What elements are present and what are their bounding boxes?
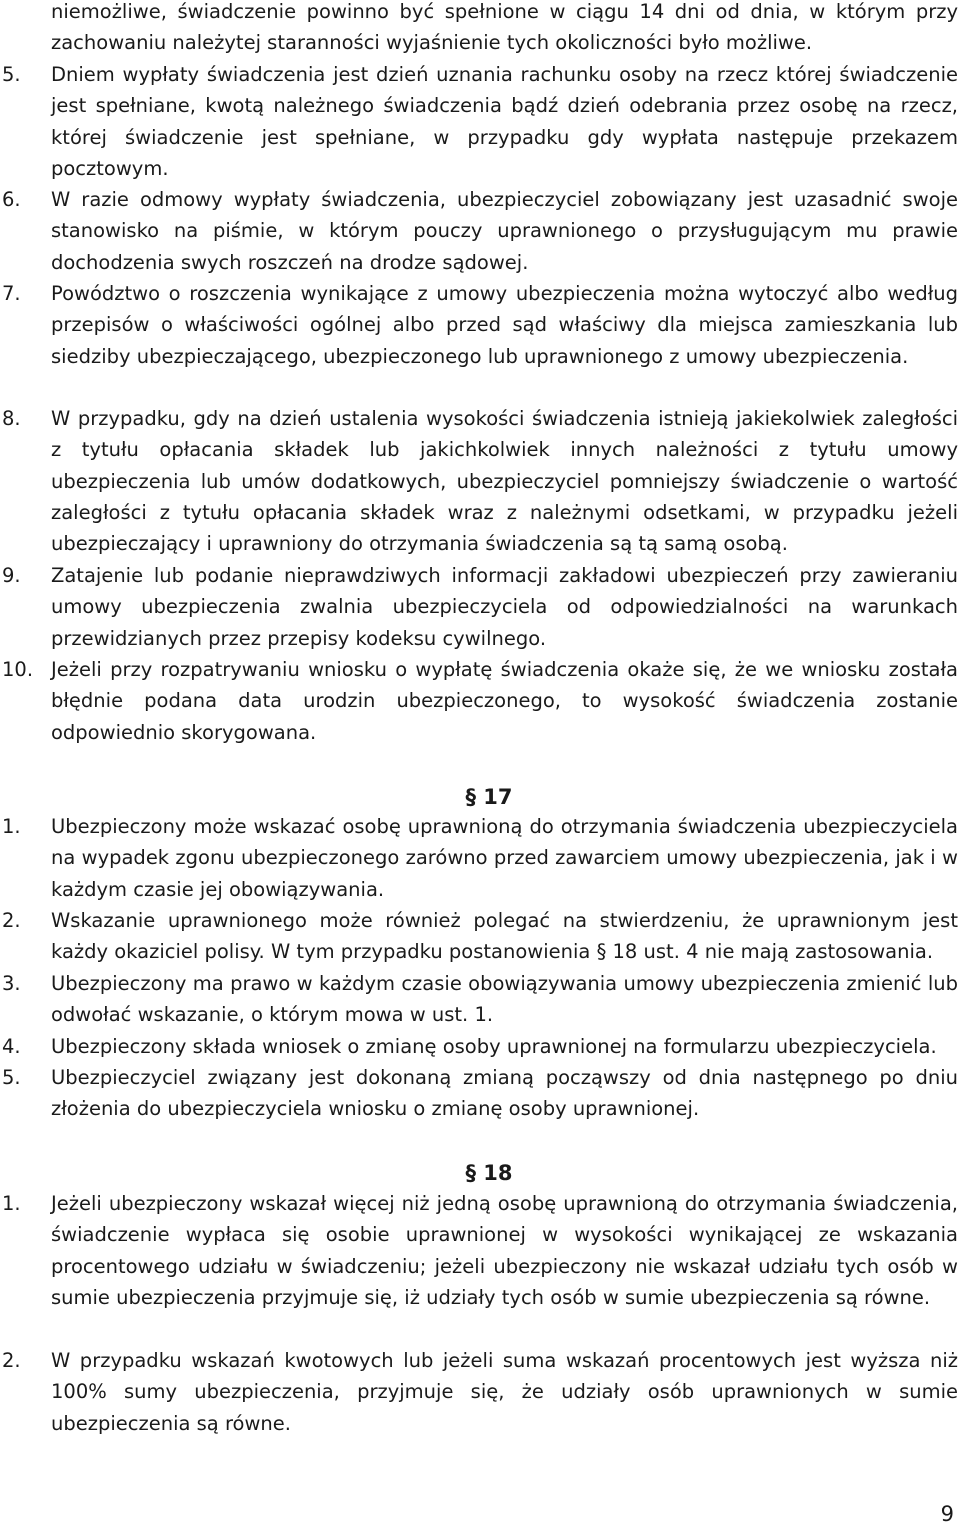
list-item	[0, 1062, 958, 1125]
list-item	[0, 1031, 958, 1062]
item-number: 5.	[2, 63, 21, 86]
list-item	[0, 654, 958, 748]
section-heading: § 18	[465, 1161, 513, 1185]
list-item	[0, 1345, 958, 1439]
list-item	[0, 968, 958, 1031]
list-item	[0, 811, 958, 905]
item-text: Ubezpieczony ma prawo w każdym czasie obowiązywania umowy ubezpieczenia zmienić lub odwołać wskazanie, o którym mowa w ust. 1.	[51, 972, 958, 1027]
item-number: 7.	[2, 282, 21, 305]
item-number: 2.	[2, 909, 21, 932]
item-text: Jeżeli przy rozpatrywaniu wniosku o wypłatę świadczenia okaże się, że we wniosku została błędnie podana data urodzin ubezpieczonego, to wysokość świadczenia zostanie odpowiednio skorygowana.	[51, 658, 958, 744]
list-item	[0, 184, 958, 278]
item-number: 4.	[2, 1035, 21, 1058]
list-item	[0, 59, 958, 184]
paragraph-text: niemożliwe, świadczenie powinno być spełnione w ciągu 14 dni od dnia, w którym przy zachowaniu należytej staranności wyjaśnienie tych okoliczności było możliwe.	[51, 0, 958, 55]
page-number: 9	[940, 1502, 954, 1526]
item-number: 8.	[2, 407, 21, 430]
item-number: 3.	[2, 972, 21, 995]
item-text: W razie odmowy wypłaty świadczenia, ubezpieczyciel zobowiązany jest uzasadnić swoje stanowisko na piśmie, w którym pouczy uprawnionego o przysługującym mu prawie dochodzenia swych roszczeń na drodze sądowej.	[51, 188, 958, 274]
list-item	[0, 560, 958, 654]
list-item	[0, 1188, 958, 1313]
list-item	[0, 403, 958, 559]
continued-paragraph	[0, 0, 958, 59]
section-heading: § 17	[465, 785, 513, 809]
item-text: Ubezpieczony może wskazać osobę uprawnioną do otrzymania świadczenia ubezpieczyciela na wypadek zgonu ubezpieczonego zarówno przed zawarciem umowy ubezpieczenia, jak i w każdym czasie jej obowiązywania.	[51, 815, 958, 901]
item-number: 9.	[2, 564, 21, 587]
item-text: Ubezpieczyciel związany jest dokonaną zmianą począwszy od dnia następnego po dniu złożenia do ubezpieczyciela wniosku o zmianę osoby uprawnionej.	[51, 1066, 958, 1121]
item-text: W przypadku, gdy na dzień ustalenia wysokości świadczenia istnieją jakiekolwiek zaległości z tytułu opłacania składek lub jakichkolwiek innych należności z tytułu umowy ubezpieczenia lub umów dodatkowych, ubezpieczyciel pomniejszy świadczenie o wartość zaległości z tytułu opłacania składek wraz z należnymi odsetkami, w przypadku jeżeli ubezpieczający i uprawniony do otrzymania świadczenia są tą samą osobą.	[51, 407, 958, 556]
item-number: 1.	[2, 1192, 21, 1215]
list-item	[0, 278, 958, 372]
item-number: 10.	[2, 658, 34, 681]
item-text: Zatajenie lub podanie nieprawdziwych informacji zakładowi ubezpieczeń przy zawieraniu umowy ubezpieczenia zwalnia ubezpieczyciela od odpowiedzialności na warunkach przewidzianych przez przepisy kodeksu cywilnego.	[51, 564, 958, 650]
item-text: Wskazanie uprawnionego może również polegać na stwierdzeniu, że uprawnionym jest każdy okaziciel polisy. W tym przypadku postanowienia § 18 ust. 4 nie mają zastosowania.	[51, 909, 958, 964]
item-text: Dniem wypłaty świadczenia jest dzień uznania rachunku osoby na rzecz której świadczenie jest spełniane, kwotą należnego świadczenia bądź dzień odebrania przez osobę na rzecz, której świadczenie jest spełniane, w przypadku gdy wypłata następuje przekazem pocztowym.	[51, 63, 958, 180]
item-text: Powództwo o roszczenia wynikające z umowy ubezpieczenia można wytoczyć albo według przepisów o właściwości ogólnej albo przed sąd właściwy dla miejsca zamieszkania lub siedziby ubezpieczającego, ubezpieczonego lub uprawnionego z umowy ubezpieczenia.	[51, 282, 958, 368]
list-item	[0, 905, 958, 968]
item-text: Jeżeli ubezpieczony wskazał więcej niż jedną osobę uprawnioną do otrzymania świadczenia, świadczenie wypłaca się osobie uprawnionej w wysokości wynikającej ze wskazania procentowego udziału w świadczeniu; jeżeli ubezpieczony nie wskazał udziału tych osób w sumie ubezpieczenia przyjmuje się, iż udziały tych osób w sumie ubezpieczenia są równe.	[51, 1192, 958, 1309]
item-number: 5.	[2, 1066, 21, 1089]
item-text: W przypadku wskazań kwotowych lub jeżeli suma wskazań procentowych jest wyższa niż 100% sumy ubezpieczenia, przyjmuje się, że udziały osób uprawnionych w sumie ubezpieczenia są równe.	[51, 1349, 958, 1435]
item-number: 6.	[2, 188, 21, 211]
item-text: Ubezpieczony składa wniosek o zmianę osoby uprawnionej na formularzu ubezpieczyciela.	[51, 1035, 937, 1058]
item-number: 2.	[2, 1349, 21, 1372]
item-number: 1.	[2, 815, 21, 838]
